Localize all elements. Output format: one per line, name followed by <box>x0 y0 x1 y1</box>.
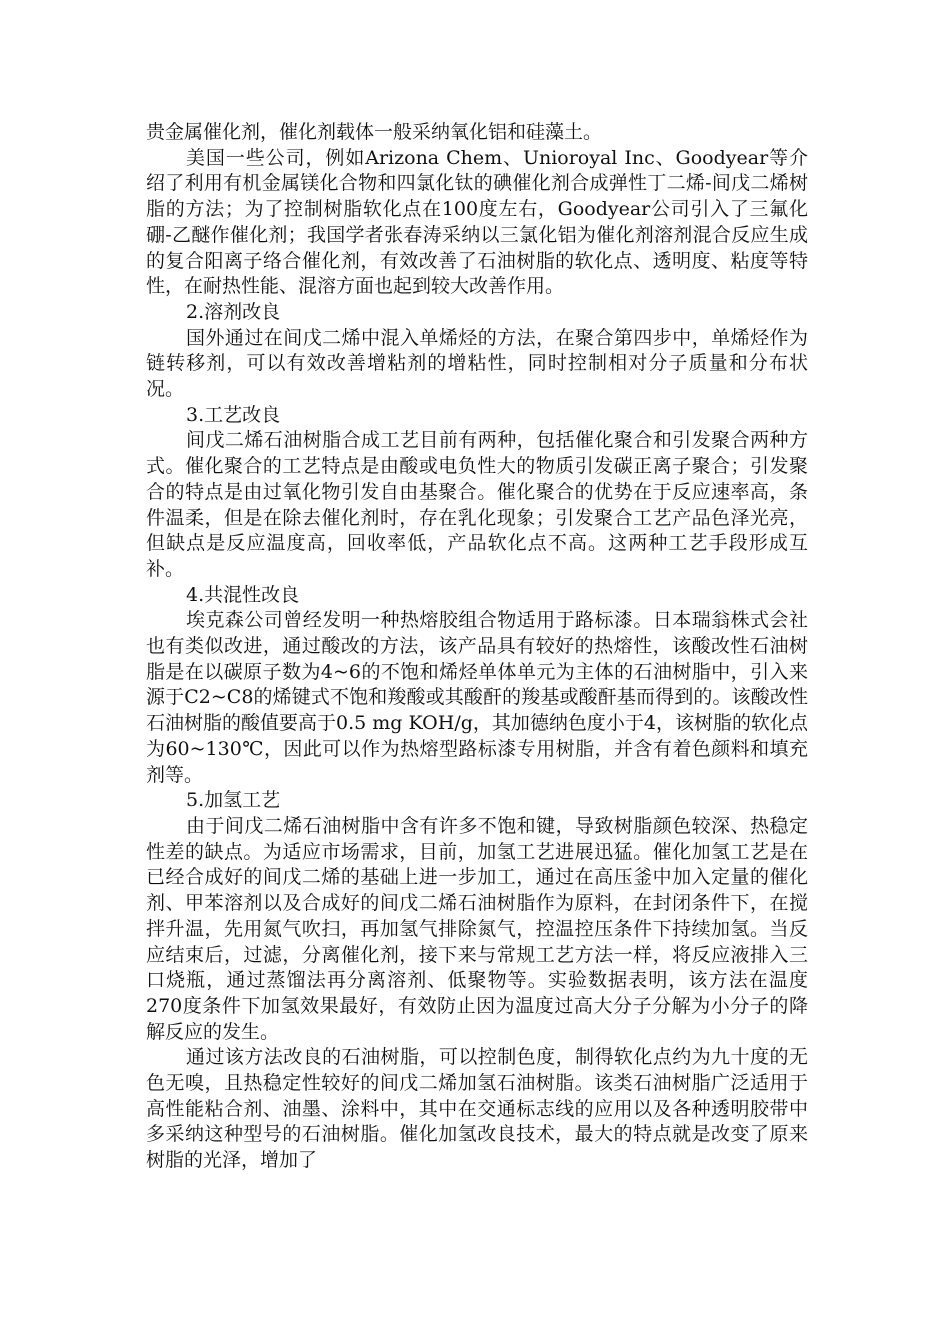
paragraph-hydrogenation: 由于间戊二烯石油树脂中含有许多不饱和键，导致树脂颜色较深、热稳定性差的缺点。为适应市场需求，目前，加氢工艺进展迅猛。催化加氢工艺是在已经合成好的间戊二烯的基础上进一步加工，通过在高压釜中加入定量的催化剂、甲苯溶剂以及合成好的间戊二烯石油树脂作为原料，在封闭条件下，在搅拌升温，先用氮气吹扫，再加氢气排除氮气，控温控压条件下持续加氢。当反应结束后，过滤，分离催化剂，接下来与常规工艺方法一样，将反应液排入三口烧瓶，通过蒸馏法再分离溶剂、低聚物等。实验数据表明，该方法在温度270度条件下加氢效果最好，有效防止因为温度过高大分子分解为小分子的降解反应的发生。 <box>146 814 808 1043</box>
section-heading-blending: 4.共混性改良 <box>186 583 300 606</box>
paragraph-solvent: 国外通过在间戊二烯中混入单烯烃的方法，在聚合第四步中，单烯烃作为链转移剂，可以有效改善增粘剂的增粘性，同时控制相对分子质量和分布状况。 <box>146 326 808 401</box>
section-heading-process: 3.工艺改良 <box>186 403 281 426</box>
paragraph-hydrogenated-resin: 通过该方法改良的石油树脂，可以控制色度，制得软化点约为九十度的无色无嗅，且热稳定性较好的间戊二烯加氢石油树脂。该类石油树脂广泛适用于高性能粘合剂、油墨、涂料中，其中在交通标志线的应用以及各种透明胶带中多采纳这种型号的石油树脂。催化加氢改良技术，最大的特点就是改变了原来树脂的光泽，增加了 <box>146 1046 808 1172</box>
paragraph-us-companies: 美国一些公司，例如Arizona Chem、Unioroyal Inc、Goodyear等介绍了利用有机金属镁化合物和四氯化钛的碘催化剂合成弹性丁二烯-间戊二烯树脂的方法；为了控制树脂软化点在100度左右，Goodyear公司引入了三氟化硼-乙醚作催化剂；我国学者张春涛采纳以三氯化铝为催化剂溶剂混合反应生成的复合阳离子络合催化剂，有效改善了石油树脂的软化点、透明度、粘度等特性，在耐热性能、混溶方面也起到较大改善作用。 <box>146 146 808 298</box>
paragraph-catalyst-carrier: 贵金属催化剂，催化剂载体一般采纳氧化铝和硅藻土。 <box>146 121 603 143</box>
document-body <box>146 120 808 1174</box>
section-heading-hydrogenation: 5.加氢工艺 <box>186 789 281 812</box>
section-heading-solvent: 2.溶剂改良 <box>186 300 281 323</box>
paragraph-blending: 埃克森公司曾经发明一种热熔胶组合物适用于路标漆。日本瑞翁株式会社也有类似改进，通过酸改的方法，该产品具有较好的热熔性，该酸改性石油树脂是在以碳原子数为4~6的不饱和烯烃单体单元为主体的石油树脂中，引入来源于C2~C8的烯键式不饱和羧酸或其酸酐的羧基或酸酐基而得到的。该酸改性石油树脂的酸值要高于0.5 mg KOH/g，其加德纳色度小于4，该树脂的软化点为60~130℃，因此可以作为热熔型路标漆专用树脂，并含有着色颜料和填充剂等。 <box>146 609 808 786</box>
paragraph-process: 间戊二烯石油树脂合成工艺目前有两种，包括催化聚合和引发聚合两种方式。催化聚合的工艺特点是由酸或电负性大的物质引发碳正离子聚合；引发聚合的特点是由过氧化物引发自由基聚合。催化聚合的优势在于反应速率高，条件温柔，但是在除去催化剂时，存在乳化现象；引发聚合工艺产品色泽光亮，但缺点是反应温度高，回收率低，产品软化点不高。这两种工艺手段形成互补。 <box>146 429 808 580</box>
